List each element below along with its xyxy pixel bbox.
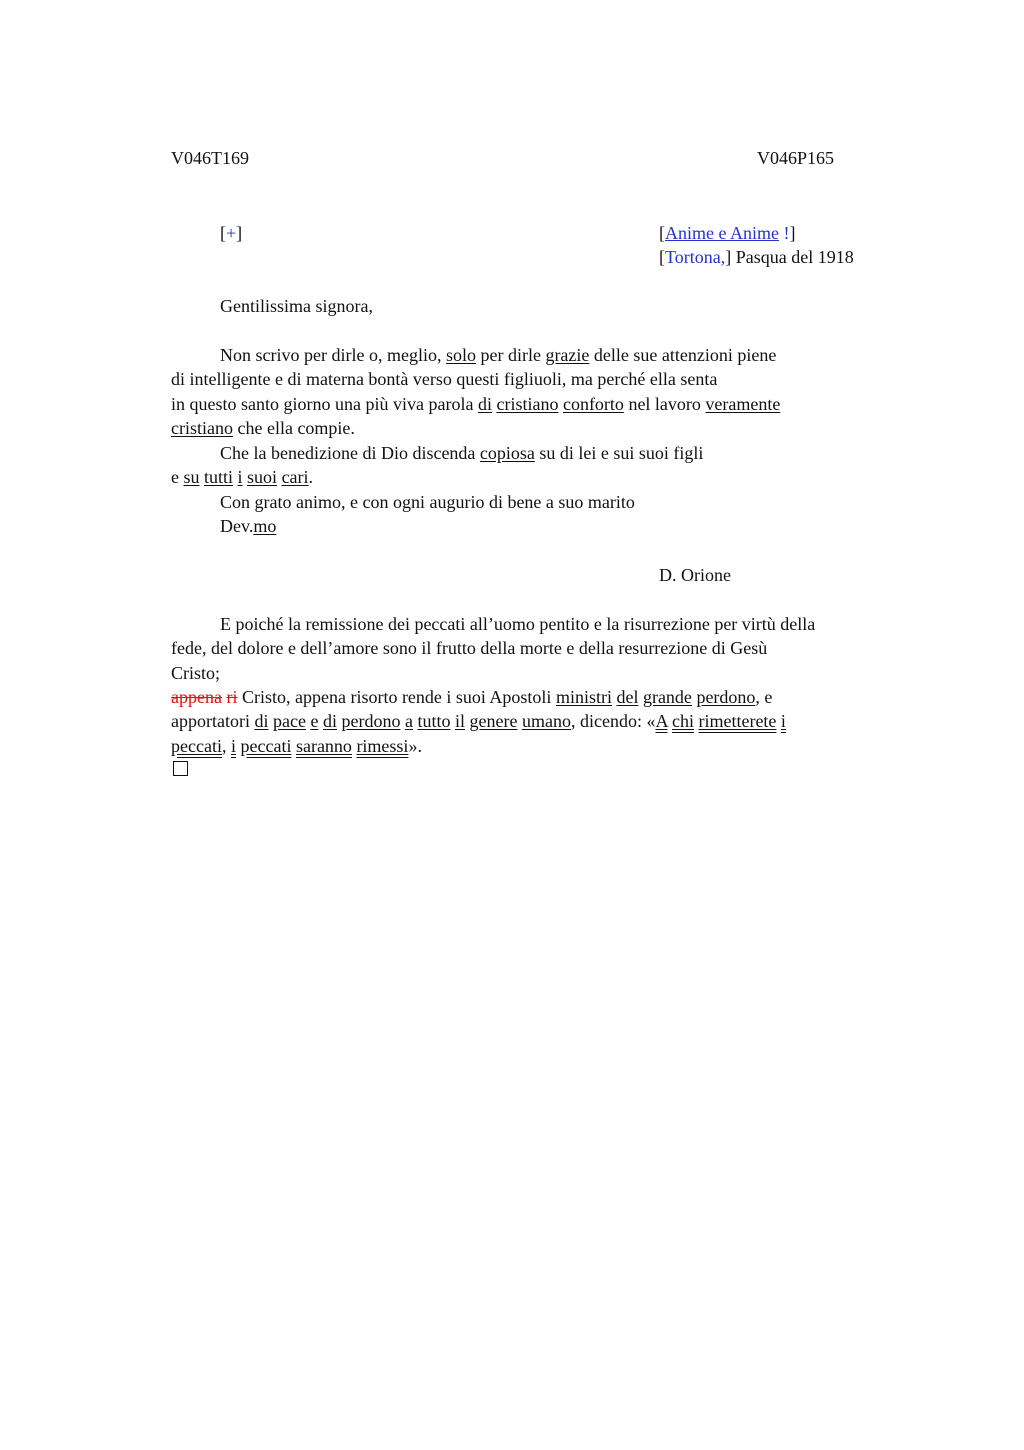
para4-line6 bbox=[171, 736, 422, 756]
para2-line1 bbox=[220, 443, 703, 463]
text: Cristo, appena risorto rende i suoi Apostoli bbox=[237, 687, 556, 707]
underlined-word: conforto bbox=[562, 394, 624, 414]
underlined-word: e bbox=[310, 711, 319, 731]
underlined-word: di bbox=[322, 711, 337, 731]
underlined-word: tutti bbox=[204, 467, 234, 487]
underlined-word: cristiano bbox=[171, 418, 233, 438]
bracket-open: [ bbox=[220, 223, 226, 243]
underlined-word: genere bbox=[469, 711, 518, 731]
para4-line5 bbox=[171, 711, 786, 731]
para1-line3 bbox=[171, 394, 780, 414]
para3-line1: Con grato animo, e con ogni augurio di bene a suo marito bbox=[220, 492, 635, 512]
text: Dev. bbox=[220, 516, 254, 536]
text: . bbox=[308, 467, 314, 487]
para4-line3: Cristo; bbox=[171, 663, 221, 683]
underlined-word: i bbox=[237, 467, 243, 487]
underlined-word: cari bbox=[281, 467, 309, 487]
underlined-word: di bbox=[477, 394, 492, 414]
text: , bbox=[221, 736, 231, 756]
underlined-word: pace bbox=[273, 711, 306, 731]
top-right-title bbox=[659, 223, 795, 243]
para4-line1: E poiché la remissione dei peccati all’uomo pentito e la risurrezione per virtù della bbox=[220, 614, 816, 634]
double-underlined-word: i bbox=[780, 711, 786, 731]
underlined-word: di bbox=[254, 711, 269, 731]
signature: D. Orione bbox=[659, 565, 731, 585]
underlined-word: su bbox=[183, 467, 200, 487]
para4-line2: fede, del dolore e dell’amore sono il frutto della morte e della resurrezione di Gesù bbox=[171, 638, 768, 658]
salutation: Gentilissima signora, bbox=[220, 296, 373, 316]
underlined-word: cristiano bbox=[496, 394, 559, 414]
underlined-word: tutto bbox=[417, 711, 451, 731]
text: Che la benedizione di Dio discenda bbox=[220, 443, 480, 463]
deleted-word: appena bbox=[171, 687, 222, 707]
underlined-word: a bbox=[404, 711, 413, 731]
bracket-open: [ bbox=[659, 247, 665, 267]
text: , dicendo: « bbox=[570, 711, 656, 731]
underlined-word: il bbox=[454, 711, 465, 731]
underlined-word: del bbox=[616, 687, 639, 707]
underlined-word: veramente bbox=[705, 394, 781, 414]
text: nel lavoro bbox=[623, 394, 706, 414]
para4-line4 bbox=[171, 687, 772, 707]
double-underlined-word: chi bbox=[671, 711, 694, 731]
left-code: V046T169 bbox=[171, 148, 249, 168]
place-date-line bbox=[659, 247, 854, 267]
double-underlined-word: peccati bbox=[171, 736, 222, 756]
underlined-word: copiosa bbox=[479, 443, 535, 463]
double-underlined-word: peccati bbox=[240, 736, 292, 756]
underlined-word: solo bbox=[445, 345, 476, 365]
plus-mark[interactable]: + bbox=[226, 223, 237, 243]
double-underlined-word: saranno bbox=[295, 736, 352, 756]
bracket-close: ] bbox=[789, 223, 796, 243]
underlined-word: perdono bbox=[341, 711, 401, 731]
underlined-word: grazie bbox=[545, 345, 590, 365]
place-name[interactable]: Tortona, bbox=[665, 247, 726, 267]
para1-line4 bbox=[171, 418, 355, 438]
underlined-word: ministri bbox=[555, 687, 612, 707]
underlined-word: perdono bbox=[696, 687, 756, 707]
title-link[interactable]: Anime e Anime bbox=[665, 223, 779, 243]
double-underlined-word: i bbox=[230, 736, 236, 756]
underlined-word: umano bbox=[521, 711, 571, 731]
right-code: V046P165 bbox=[757, 148, 835, 168]
bracket-close: ] bbox=[236, 223, 243, 243]
text: su di lei e sui suoi figli bbox=[534, 443, 704, 463]
double-underlined-word: A bbox=[655, 711, 668, 731]
empty-square-icon bbox=[173, 761, 188, 776]
underlined-word: mo bbox=[253, 516, 277, 536]
text: per dirle bbox=[475, 345, 546, 365]
text: , e bbox=[755, 687, 773, 707]
text: ». bbox=[408, 736, 422, 756]
double-underlined-word: rimessi bbox=[356, 736, 409, 756]
bracket-open: [ bbox=[659, 223, 665, 243]
text: delle sue attenzioni piene bbox=[589, 345, 777, 365]
deleted-word: ri bbox=[226, 687, 238, 707]
text: apportatori bbox=[171, 711, 255, 731]
text: Non scrivo per dirle o, meglio, bbox=[220, 345, 446, 365]
text: in questo santo giorno una più viva parola bbox=[171, 394, 478, 414]
top-left-mark bbox=[220, 223, 242, 243]
double-underlined-word: rimetterete bbox=[698, 711, 777, 731]
para1-line1 bbox=[220, 345, 776, 365]
para3-line2 bbox=[220, 516, 276, 536]
underlined-word: grande bbox=[642, 687, 692, 707]
para1-line2: di intelligente e di materna bontà verso questi figliuoli, ma perché ella senta bbox=[171, 369, 718, 389]
text: e bbox=[171, 467, 184, 487]
para2-line2 bbox=[171, 467, 313, 487]
exclamation-link[interactable]: ! bbox=[783, 223, 790, 243]
underlined-word: suoi bbox=[247, 467, 278, 487]
date-text: ] Pasqua del 1918 bbox=[725, 247, 854, 267]
text: che ella compie. bbox=[232, 418, 355, 438]
